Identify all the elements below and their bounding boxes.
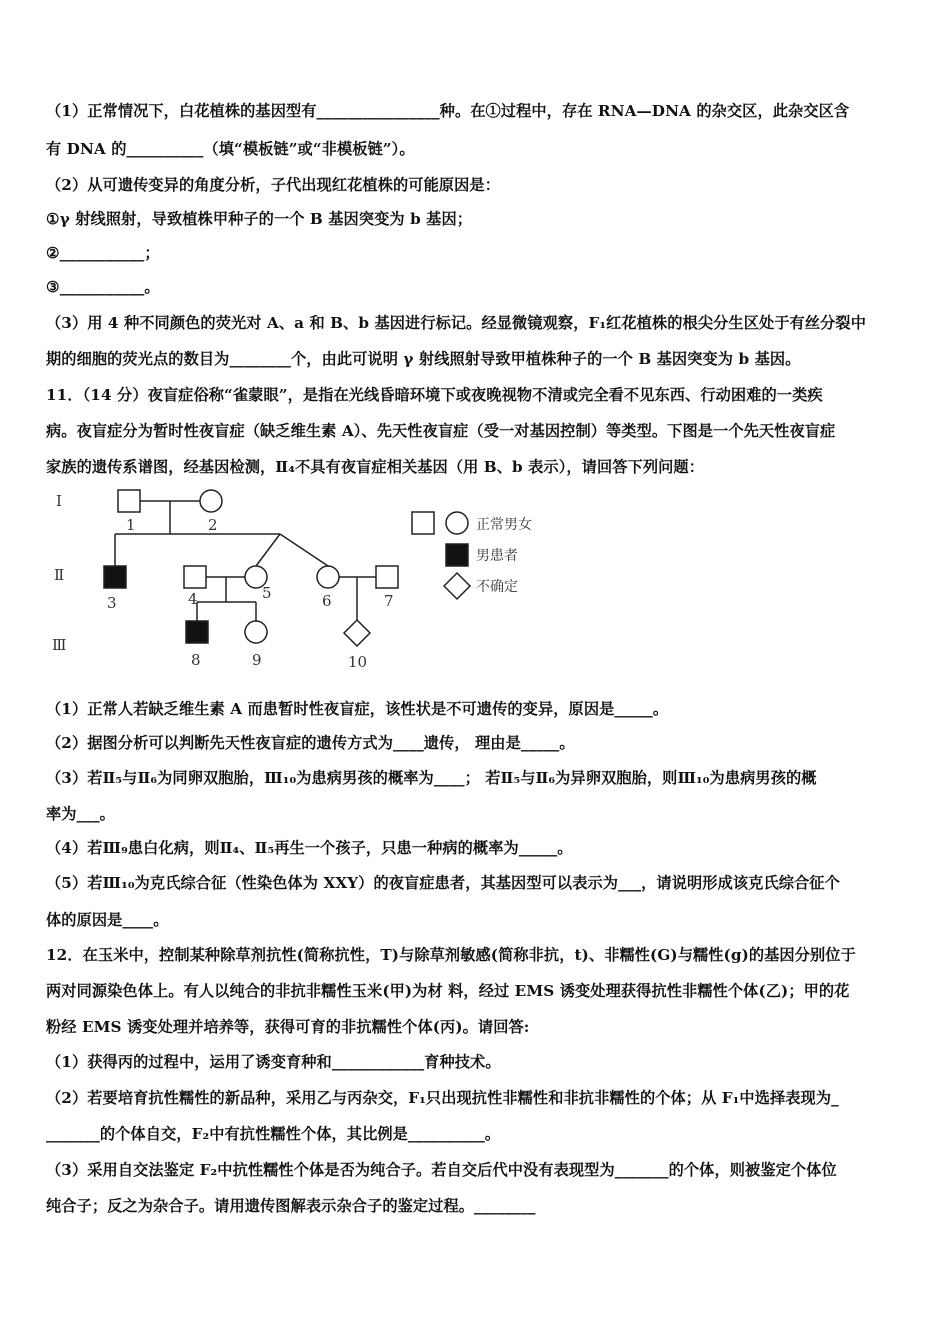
drop-II6 — [280, 534, 328, 566]
q12-sub2-line2: _______的个体自交，F₂中有抗性糯性个体，其比例是__________。 — [46, 1125, 501, 1143]
drop-II5 — [256, 534, 280, 566]
individual-II6-normal-female — [317, 566, 339, 588]
q12-sub3-line1: （3）采用自交法鉴定 F₂中抗性糯性个体是否为纯合子。若自交后代中没有表现型为_______的个体，则被鉴定个体位 — [46, 1161, 837, 1179]
q11-sub3-line2: 率为___。 — [46, 805, 115, 823]
label-I2: 2 — [208, 516, 218, 534]
label-II3: 3 — [107, 594, 117, 612]
generation-label-3: Ⅲ — [52, 636, 67, 654]
q12-intro-line3: 粉经 EMS 诱变处理并培养等，获得可育的非抗糯性个体(丙)。请回答: — [46, 1018, 530, 1036]
label-I1: 1 — [126, 516, 136, 534]
q11-sub3-line1: （3）若Ⅱ₅与Ⅱ₆为同卵双胞胎，Ⅲ₁₀为患病男孩的概率为____； 若Ⅱ₅与Ⅱ₆为异卵双胞胎，则Ⅲ₁₀为患病男孩的概 — [46, 769, 817, 787]
label-II6: 6 — [322, 592, 332, 610]
legend-male-patient-symbol — [446, 544, 468, 566]
q11-sub5-line2: 体的原因是____。 — [46, 911, 169, 929]
legend-normal-female-symbol — [446, 512, 468, 534]
individual-II4-normal-male — [184, 566, 206, 588]
q10-part1-line1: （1）正常情况下，白花植株的基因型有________________种。在①过程中，存在 RNA—DNA 的杂交区，此杂交区含 — [46, 102, 850, 120]
q11-intro-line2: 病。夜盲症分为暂时性夜盲症（缺乏维生素 A）、先天性夜盲症（受一对基因控制）等类型。下图是一个先天性夜盲症 — [46, 422, 836, 440]
label-II5: 5 — [262, 584, 272, 602]
individual-I1-normal-male — [118, 490, 140, 512]
individual-III8-affected-male — [186, 621, 208, 643]
label-III8: 8 — [191, 651, 201, 669]
q11-intro-line3: 家族的遗传系谱图，经基因检测，Ⅱ₄不具有夜盲症相关基因（用 B、b 表示），请回答下列问题： — [46, 458, 704, 476]
legend-uncertain-label: 不确定 — [476, 579, 518, 595]
individual-I2-normal-female — [200, 490, 222, 512]
q11-sub5-line1: （5）若Ⅲ₁₀为克氏综合征（性染色体为 XXY）的夜盲症患者，其基因型可以表示为___，请说明形成该克氏综合征个 — [46, 874, 840, 892]
individual-II7-normal-male — [376, 566, 398, 588]
q11-sub4: （4）若Ⅲ₉患白化病，则Ⅱ₄、Ⅱ₅再生一个孩子，只患一种病的概率为_____。 — [46, 839, 573, 857]
label-III10: 10 — [348, 653, 368, 671]
q11-intro-line1: 11．（14 分）夜盲症俗称“雀蒙眼”，是指在光线昏暗环境下或夜晚视物不清或完全看不见东西、行动困难的一类疾 — [46, 386, 823, 404]
q10-part2-line: （2）从可遗传变异的角度分析，子代出现红花植株的可能原因是： — [46, 176, 501, 194]
q11-sub1: （1）正常人若缺乏维生素 A 而患暂时性夜盲症，该性状是不可遗传的变异，原因是_____。 — [46, 700, 669, 718]
q12-sub1: （1）获得丙的过程中，运用了诱变育种和____________育种技术。 — [46, 1053, 501, 1071]
q11-sub2: （2）据图分析可以判断先天性夜盲症的遗传方式为____遗传， 理由是_____。 — [46, 734, 575, 752]
label-II7: 7 — [384, 592, 394, 610]
legend-normal-label: 正常男女 — [476, 517, 532, 533]
individual-III9-normal-female — [245, 621, 267, 643]
q10-part2-reason2: ②___________； — [46, 244, 160, 262]
q12-intro-line2: 两对同源染色体上。有人以纯合的非抗非糯性玉米(甲)为材 料，经过 EMS 诱变处理获得抗性非糯性个体(乙)；甲的花 — [46, 982, 850, 1000]
q12-intro-line1: 12．在玉米中，控制某种除草剂抗性(简称抗性，T)与除草剂敏感(简称非抗，t)、非糯性(G)与糯性(g)的基因分别位于 — [46, 946, 856, 964]
legend-uncertain-symbol — [444, 573, 470, 599]
legend-normal-male-symbol — [412, 512, 434, 534]
q12-sub3-line2: 纯合子；反之为杂合子。请用遗传图解表示杂合子的鉴定过程。________ — [46, 1197, 536, 1215]
q10-part1-line2: 有 DNA 的__________（填“模板链”或“非模板链”）。 — [46, 140, 415, 158]
generation-label-1: Ⅰ — [56, 492, 62, 510]
individual-II3-affected-male — [104, 566, 126, 588]
q10-part3-line1: （3）用 4 种不同颜色的荧光对 A、a 和 B、b 基因进行标记。经显微镜观察，F₁红花植株的根尖分生区处于有丝分裂中 — [46, 314, 866, 332]
legend-male-patient-label: 男患者 — [476, 548, 518, 564]
individual-III10-uncertain — [344, 620, 370, 646]
label-III9: 9 — [252, 651, 262, 669]
q10-part2-reason3: ③___________。 — [46, 278, 160, 296]
q10-part2-reason1: ①γ 射线照射，导致植株甲种子的一个 B 基因突变为 b 基因； — [46, 210, 473, 228]
label-II4: 4 — [188, 590, 198, 608]
q12-sub2-line1: （2）若要培育抗性糯性的新品种，采用乙与丙杂交，F₁只出现抗性非糯性和非抗非糯性的个体；从 F₁中选择表现为_ — [46, 1089, 839, 1107]
q10-part3-line2: 期的细胞的荧光点的数目为________个，由此可说明 γ 射线照射导致甲植株种子的一个 B 基因突变为 b 基因。 — [46, 350, 801, 368]
pedigree-chart — [48, 478, 568, 678]
generation-label-2: Ⅱ — [54, 566, 65, 584]
